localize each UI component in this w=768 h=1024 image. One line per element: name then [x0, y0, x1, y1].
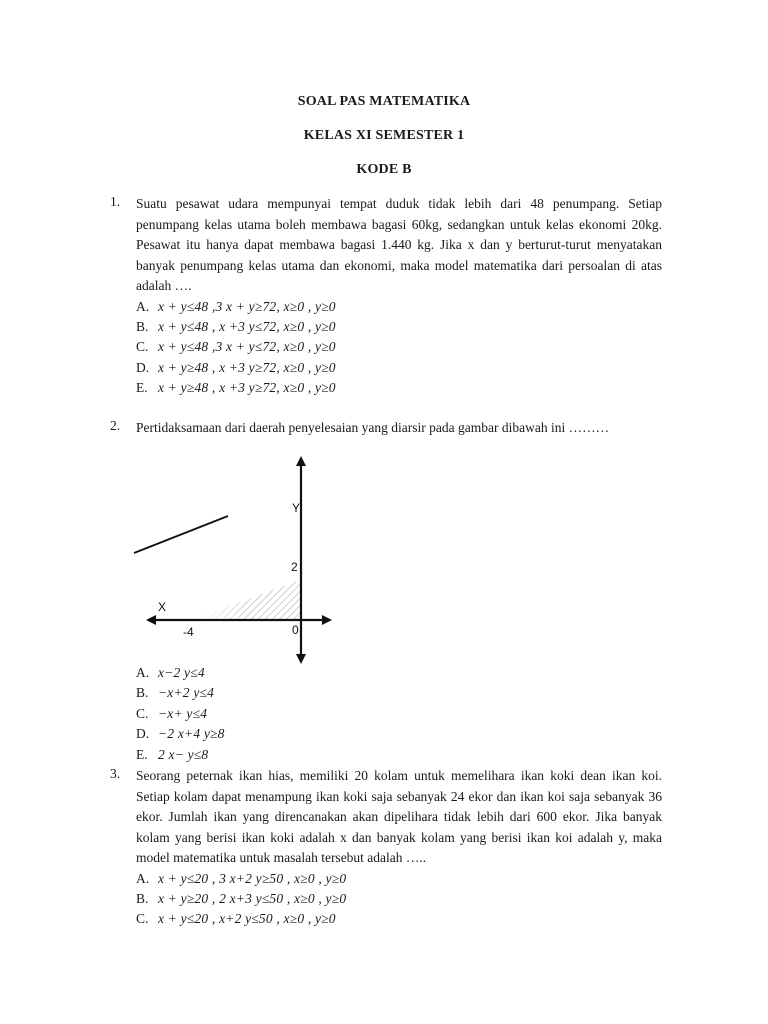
- document-subtitle-code: KODE B: [356, 162, 412, 177]
- option-letter: C.: [136, 911, 149, 927]
- option-b: [136, 683, 662, 703]
- option-letter: B.: [136, 318, 149, 334]
- option-expression: x + y≤48 , x +3 y≤72, x≥0 , y≥0: [158, 318, 336, 334]
- question-number: 1.: [110, 194, 121, 209]
- option-expression: x + y≤48 ,3 x + y≤72, x≥0 , y≥0: [158, 339, 336, 355]
- boundary-line: [134, 516, 228, 553]
- option-letter: D.: [136, 726, 150, 742]
- document-title: SOAL PAS MATEMATIKA: [297, 94, 471, 109]
- question-text: Suatu pesawat udara mempunyai tempat duduk tidak lebih dari 48 penumpang. Setiap penumpang kelas utama boleh membawa bagasi 60kg, sedangkan untuk kelas ekonomi 20kg. Pesawat itu hanya dapat membawa bagasi 1.440 kg. Jika x dan y berturut-turut menyatakan banyak penumpang kelas utama dan ekonomi, maka model matematika dari persoalan di atas adalah ….: [136, 196, 662, 293]
- x-axis-label: X: [158, 600, 167, 614]
- option-letter: E.: [136, 746, 148, 762]
- x-axis-arrow-right: [322, 615, 332, 625]
- option-expression: 2 x− y≤8: [158, 746, 209, 762]
- option-a: [136, 297, 662, 317]
- option-expression: x−2 y≤4: [158, 665, 205, 680]
- option-expression: −2 x+4 y≥8: [158, 726, 225, 742]
- option-c: [136, 704, 662, 724]
- option-letter: C.: [136, 705, 149, 721]
- option-e: [136, 378, 662, 398]
- question-3: [110, 766, 662, 930]
- origin-label: 0: [292, 623, 299, 637]
- option-letter: A.: [136, 870, 150, 886]
- option-letter: C.: [136, 339, 149, 355]
- option-letter: A.: [136, 665, 150, 680]
- option-letter: A.: [136, 298, 150, 314]
- answer-options: [136, 297, 662, 399]
- x-axis-arrow-left: [146, 615, 156, 625]
- question-text: Seorang peternak ikan hias, memiliki 20 kolam untuk memelihara ikan koki dean ikan koi. Setiap kolam dapat menampung ikan koki saja sebanyak 24 ekor dan ikan koi saja sebanyak 36 ekor. Jumlah ikan yang direncanakan akan dipelihara tidak lebih dari 600 ekor. Jika banyak kolam yang berisi ikan koki adalah x dan banyak kolam yang berisi ikan koi adalah y, maka model matematika untuk masalah tersebut adalah …..: [136, 768, 662, 865]
- question-text: Pertidaksamaan dari daerah penyelesaian yang diarsir pada gambar dibawah ini ………: [136, 420, 610, 435]
- option-expression: x + y≥20 , 2 x+3 y≤50 , x≥0 , y≥0: [158, 890, 347, 906]
- option-a: [136, 869, 662, 889]
- option-c: [136, 337, 662, 357]
- option-letter: D.: [136, 359, 150, 375]
- document-subtitle-class: KELAS XI SEMESTER 1: [303, 128, 465, 143]
- option-c: [136, 909, 662, 929]
- option-a: [136, 663, 662, 683]
- question-number: 2.: [110, 418, 121, 433]
- option-letter: E.: [136, 380, 148, 396]
- option-b: [136, 889, 662, 909]
- option-d: [136, 358, 662, 378]
- option-letter: B.: [136, 890, 149, 906]
- option-d: [136, 724, 662, 744]
- shaded-region: [195, 580, 300, 619]
- answer-options: [136, 663, 662, 765]
- option-expression: x + y≤20 , x+2 y≤50 , x≥0 , y≥0: [158, 911, 336, 927]
- question-number: 3.: [110, 766, 121, 781]
- option-expression: x + y≥48 , x +3 y≥72, x≥0 , y≥0: [158, 359, 336, 375]
- y-axis-label: Y: [292, 501, 301, 515]
- question-2-options: [110, 663, 662, 765]
- option-expression: −x+ y≤4: [158, 705, 208, 721]
- option-expression: x + y≥48 , x +3 y≥72, x≥0 , y≥0: [158, 380, 336, 396]
- option-b: [136, 317, 662, 337]
- option-expression: x + y≤48 ,3 x + y≥72, x≥0 , y≥0: [158, 298, 336, 314]
- y-tick-label: 2: [291, 560, 298, 574]
- option-e: [136, 745, 662, 765]
- answer-options: [136, 869, 662, 930]
- question-1: [110, 194, 662, 398]
- option-expression: x + y≤20 , 3 x+2 y≥50 , x≥0 , y≥0: [158, 870, 347, 886]
- x-tick-label: -4: [183, 625, 194, 639]
- option-expression: −x+2 y≤4: [158, 685, 215, 701]
- option-letter: B.: [136, 685, 149, 701]
- y-axis-arrow-up: [296, 456, 306, 466]
- question-2: [110, 418, 662, 439]
